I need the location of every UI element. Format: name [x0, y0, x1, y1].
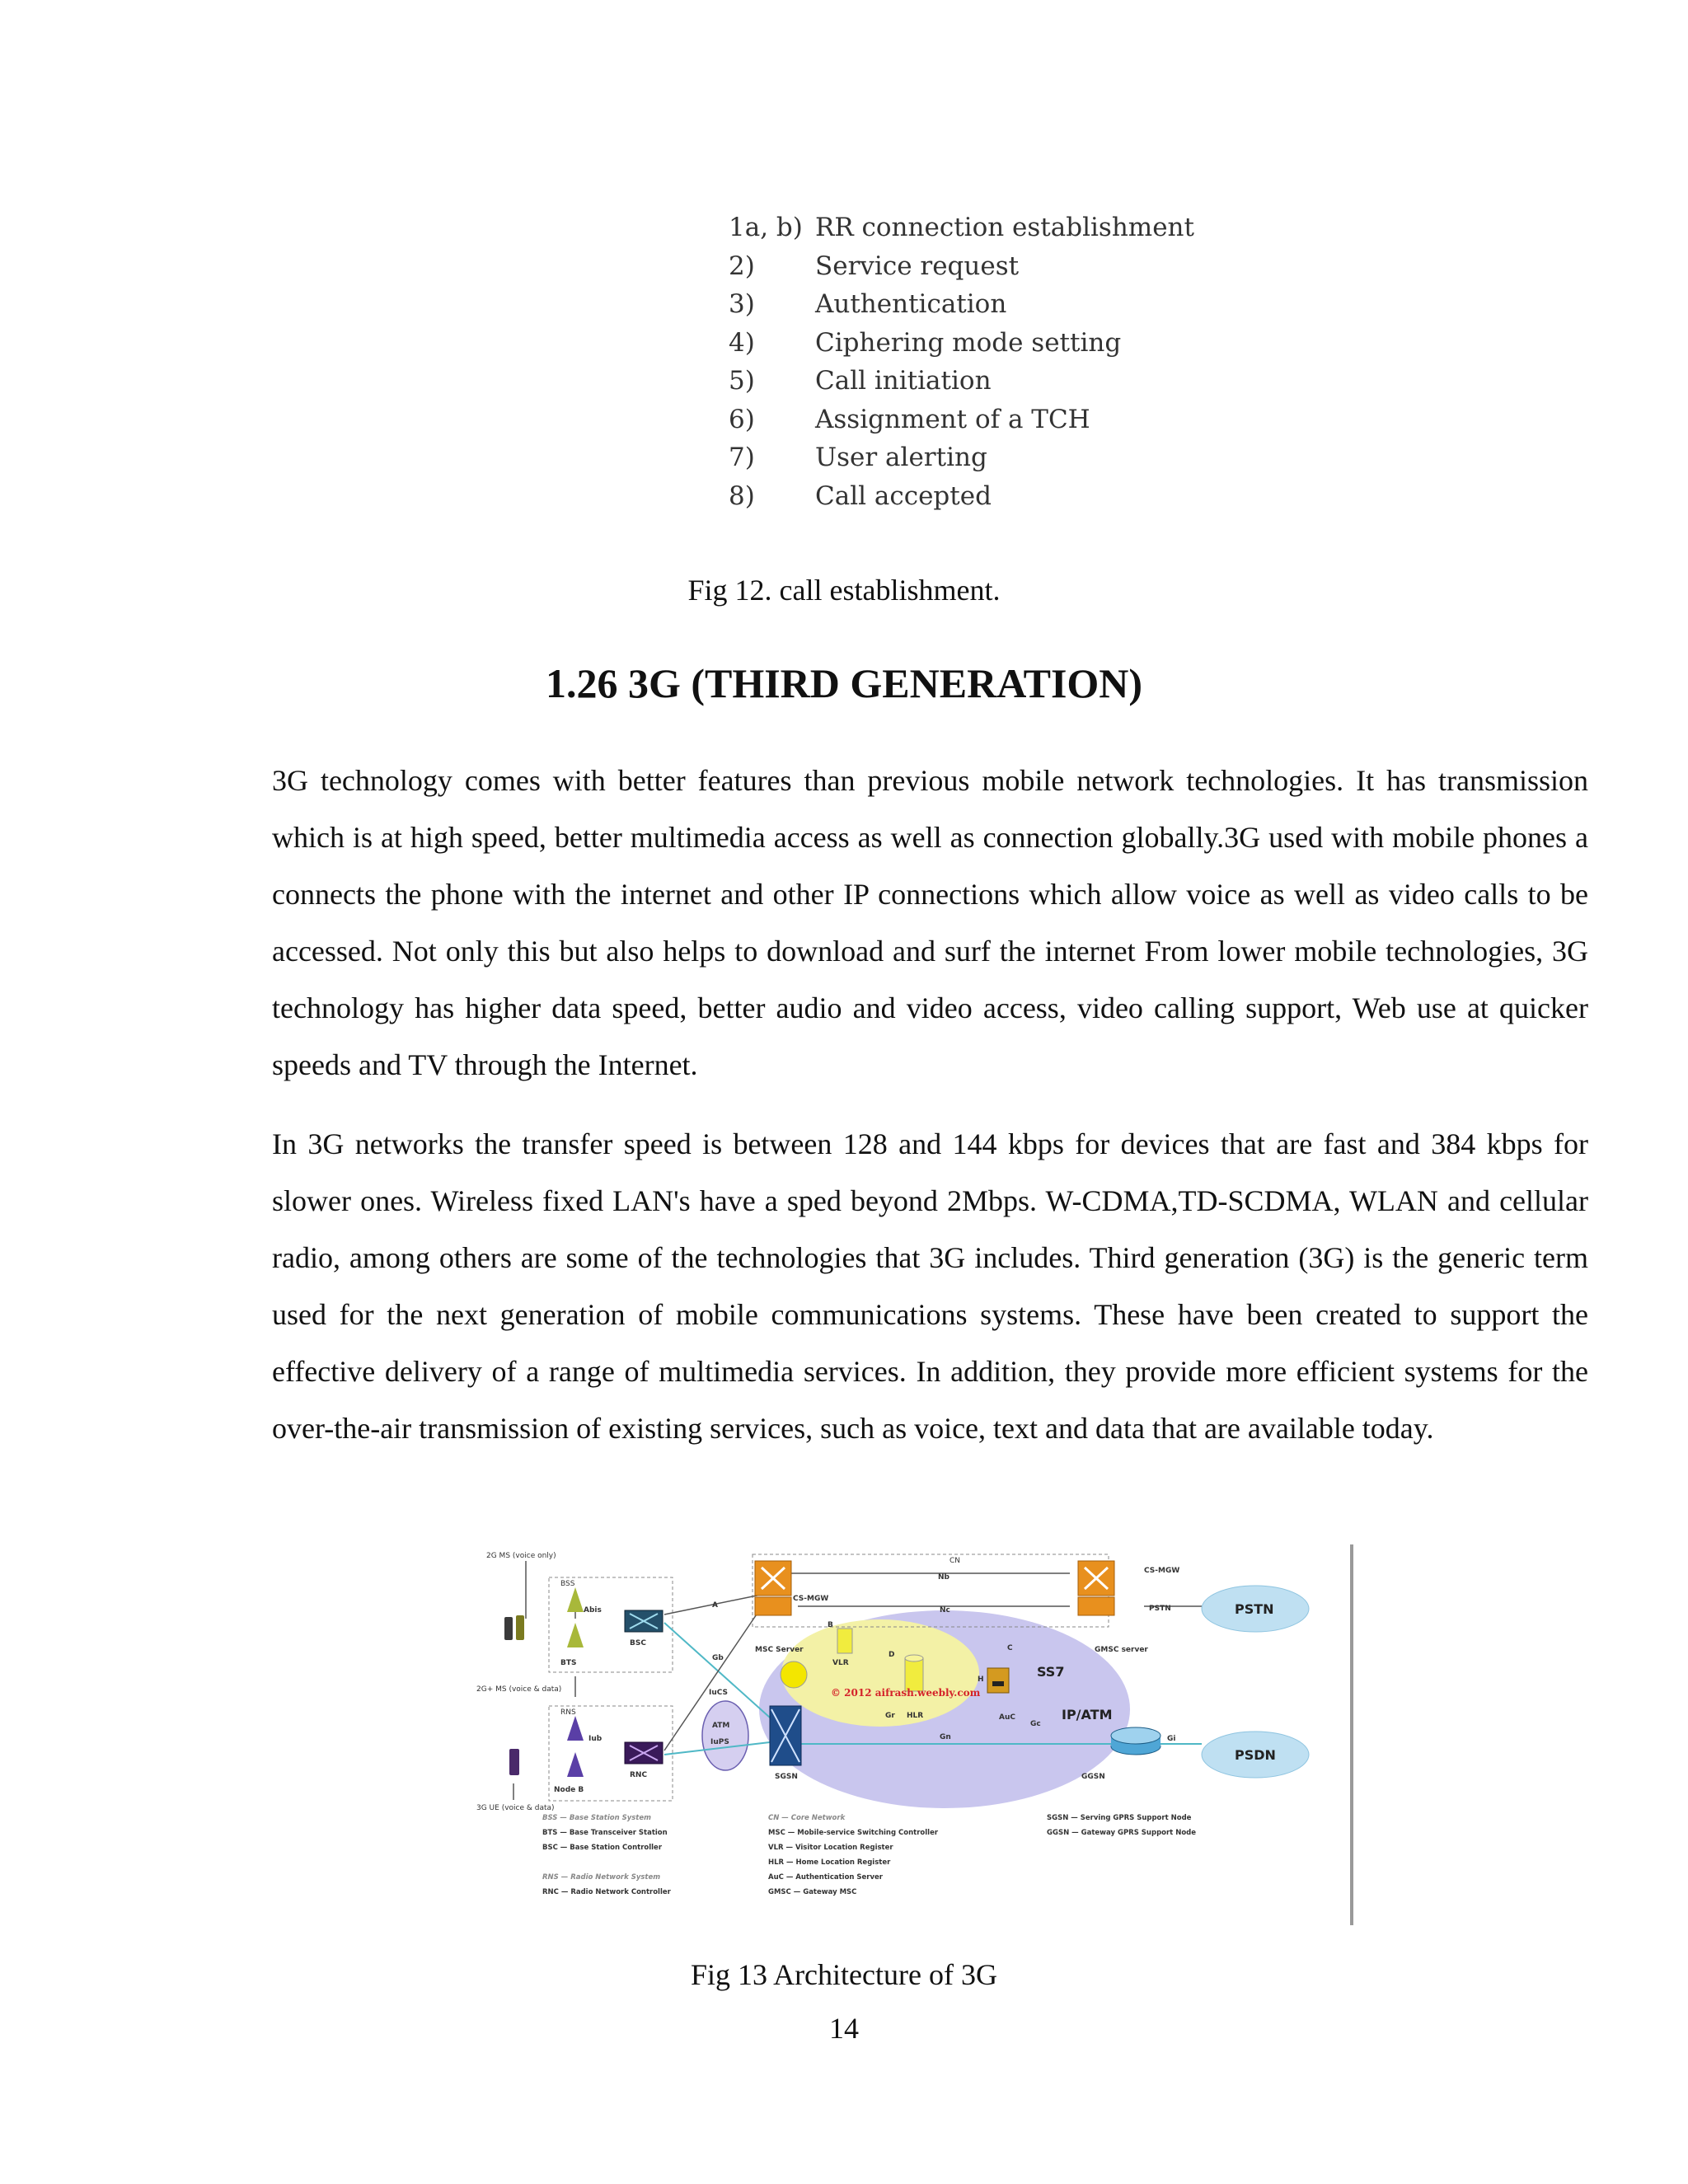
- label-gc: Gc: [1030, 1720, 1041, 1728]
- cs-mgw-right-icon: [1078, 1561, 1114, 1615]
- handset-icons: [504, 1615, 524, 1775]
- label-nodeb: Node B: [554, 1786, 584, 1794]
- svg-text:HLR — Home Location Register: HLR — Home Location Register: [768, 1858, 891, 1867]
- label-iups: IuPS: [710, 1738, 729, 1746]
- label-3g-ue: 3G UE (voice & data): [476, 1804, 555, 1812]
- label-gmsc-server: GMSC server: [1095, 1646, 1148, 1654]
- step-item: 2) Service request: [729, 251, 1020, 281]
- cs-mgw-left-icon: [755, 1561, 791, 1615]
- label-gn: Gn: [940, 1733, 951, 1741]
- step-item: 8) Call accepted: [729, 480, 992, 511]
- label-iub: Iub: [588, 1735, 603, 1743]
- label-rns: RNS: [560, 1708, 576, 1717]
- vlr-icon: [837, 1629, 852, 1653]
- nodeb-antenna-icons: [567, 1716, 584, 1777]
- label-sgsn: SGSN: [775, 1773, 798, 1781]
- label-gr: Gr: [885, 1712, 895, 1720]
- label-cs-mgw-left: CS-MGW: [793, 1595, 829, 1603]
- svg-text:CN — Core Network: CN — Core Network: [768, 1814, 846, 1822]
- step-item: 7) User alerting: [729, 443, 987, 473]
- svg-text:BSS — Base Station System: BSS — Base Station System: [542, 1814, 651, 1822]
- svg-text:AuC — Authentication Server: AuC — Authentication Server: [768, 1873, 884, 1882]
- auc-icon: [987, 1668, 1009, 1693]
- watermark: © 2012 aifrash.weebly.com: [831, 1687, 981, 1699]
- svg-text:MSC — Mobile-service Switching: MSC — Mobile-service Switching Controller: [768, 1829, 939, 1837]
- figure-13-caption: Fig 13 Architecture of 3G: [691, 1958, 997, 1991]
- step-item: 3) Authentication: [729, 289, 1007, 320]
- step-item: 5) Call initiation: [729, 366, 992, 396]
- label-auc: AuC: [999, 1713, 1015, 1722]
- label-gb: Gb: [712, 1654, 724, 1662]
- bsc-icon: [625, 1610, 663, 1632]
- hlr-icon: [905, 1655, 923, 1691]
- label-2g-ms: 2G MS (voice only): [486, 1552, 556, 1560]
- svg-text:RNC — Radio Network Controller: RNC — Radio Network Controller: [542, 1888, 671, 1896]
- label-d: D: [889, 1651, 895, 1659]
- paragraph-2: In 3G networks the transfer speed is between 128 and 144 kbps for devices that are fast and 384 kbps for slower ones. Wireless fixed LAN's have a sped beyond 2Mbps. W-CDMA,TD-SCDMA, WLAN and cellular radio, among others are some of the technologies that 3G includes. Third generation (3G) is the generic term used for the next generation of mobile communications systems. These have been created to support the effective delivery of a range of multimedia services. In addition, they provide more efficient systems for the over-the-air transmission of existing services, such as voice, text and data that are available today.: [272, 1127, 1588, 1445]
- svg-text:GGSN — Gateway GPRS Support No: GGSN — Gateway GPRS Support Node: [1047, 1829, 1197, 1837]
- atm-ellipse: [702, 1701, 748, 1770]
- label-pstn: PSTN: [1235, 1601, 1274, 1617]
- section-heading: 1.26 3G (THIRD GENERATION): [545, 660, 1143, 706]
- step-item: 1a, b) RR connection establishment: [729, 213, 1194, 243]
- label-abis: Abis: [584, 1606, 602, 1615]
- label-2g-plus-ms: 2G+ MS (voice & data): [476, 1685, 562, 1694]
- label-bsc: BSC: [630, 1639, 646, 1647]
- paragraph-1: 3G technology comes with better features than previous mobile network technologies. It has transmission which is at high speed, better multimedia access as well as connection globally.3G used with mobile phones a connects the phone with the internet and other IP connections which allow voice as well as video calls to be accessed. Not only this but also helps to download and surf the internet From lower mobile technologies, 3G technology has higher data speed, better audio and video access, video calling support, Web use at quicker speeds and TV through the Internet.: [272, 764, 1588, 1081]
- step-item: 4) Ciphering mode setting: [729, 327, 1122, 358]
- svg-text:GMSC — Gateway MSC: GMSC — Gateway MSC: [768, 1888, 857, 1896]
- label-hlr: HLR: [907, 1712, 924, 1720]
- label-cn: CN: [950, 1557, 961, 1565]
- ggsn-icon: [1111, 1727, 1160, 1755]
- ss7-ellipse: [781, 1619, 979, 1727]
- legend: [542, 1814, 1196, 1896]
- label-bts: BTS: [560, 1659, 577, 1667]
- label-cs-mgw-right: CS-MGW: [1144, 1567, 1180, 1575]
- svg-text:BTS — Base Transceiver Station: BTS — Base Transceiver Station: [542, 1829, 668, 1837]
- label-rnc: RNC: [630, 1771, 648, 1779]
- label-a: A: [712, 1601, 718, 1610]
- label-ip-atm: IP/ATM: [1062, 1707, 1113, 1722]
- step-item: 6) Assignment of a TCH: [729, 404, 1090, 434]
- label-vlr: VLR: [832, 1659, 849, 1667]
- label-ss7: SS7: [1037, 1664, 1065, 1680]
- label-iucs: IuCS: [709, 1689, 729, 1697]
- label-b: B: [828, 1621, 833, 1629]
- call-establishment-steps: [729, 209, 1240, 515]
- svg-text:RNS — Radio Network System: RNS — Radio Network System: [542, 1873, 661, 1882]
- label-h: H: [978, 1675, 984, 1684]
- architecture-diagram: [468, 1544, 1350, 1925]
- label-psdn: PSDN: [1235, 1747, 1276, 1763]
- label-gi: Gi: [1167, 1735, 1176, 1743]
- svg-text:VLR — Visitor Location Registe: VLR — Visitor Location Register: [768, 1844, 893, 1852]
- label-atm: ATM: [712, 1722, 730, 1730]
- label-nb: Nb: [938, 1573, 950, 1582]
- label-msc-server: MSC Server: [755, 1646, 804, 1654]
- svg-text:SGSN — Serving GPRS Support No: SGSN — Serving GPRS Support Node: [1047, 1814, 1192, 1822]
- architecture-3g-figure: [468, 1544, 1353, 1925]
- label-nc: Nc: [940, 1606, 950, 1615]
- label-bss: BSS: [560, 1580, 575, 1588]
- figure-12-caption: Fig 12. call establishment.: [687, 574, 1001, 607]
- page-number: 14: [829, 2012, 859, 2045]
- label-ggsn: GGSN: [1081, 1773, 1105, 1781]
- sgsn-icon: [770, 1706, 801, 1765]
- label-pstn-interface: PSTN: [1149, 1605, 1171, 1613]
- msc-server-icon: [781, 1661, 807, 1688]
- svg-text:BSC — Base Station Controller: BSC — Base Station Controller: [542, 1844, 663, 1852]
- label-c: C: [1007, 1644, 1013, 1652]
- rnc-icon: [625, 1742, 663, 1764]
